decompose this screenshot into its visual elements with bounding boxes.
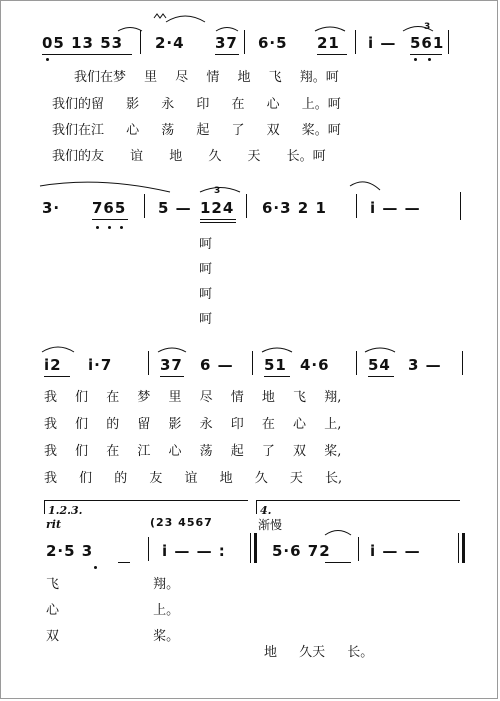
triplet-mark: 3	[424, 22, 431, 32]
lyric-verse-3: 呵	[199, 287, 213, 302]
underline	[368, 376, 394, 377]
underline	[264, 376, 290, 377]
barline	[148, 351, 149, 375]
final-barline-thick	[462, 533, 465, 563]
volta-bracket-1-left	[44, 500, 45, 514]
barline	[140, 30, 141, 54]
underline	[325, 562, 351, 563]
lyric-verse-1: 我们在梦 里 尽 情 地 飞 翔。呵	[74, 70, 339, 85]
lyric-verse-4: 我们的友 谊 地 久 天 长。呵	[52, 149, 326, 164]
underline	[160, 376, 184, 377]
lyric-verse-3: 我 们 在 江 心 荡 起 了 双 桨,	[44, 444, 342, 459]
note-group: 21	[317, 34, 340, 52]
octave-dot	[108, 226, 111, 229]
note-group: i2	[44, 356, 62, 374]
underline	[44, 376, 70, 377]
barline	[144, 194, 145, 218]
barline	[448, 30, 449, 54]
volta-1-label: 1.2.3.	[48, 504, 83, 517]
lyric-verse-1: 我 们 在 梦 里 尽 情 地 飞 翔,	[44, 390, 342, 405]
barline	[355, 30, 356, 54]
barline	[460, 192, 461, 220]
lyric-verse-1: 呵	[199, 237, 213, 252]
octave-dot	[428, 58, 431, 61]
note-group: 54	[368, 356, 391, 374]
note-group: 561	[410, 34, 445, 52]
underline	[42, 54, 132, 55]
octave-dot	[120, 226, 123, 229]
underline	[92, 219, 128, 220]
barline	[246, 194, 247, 218]
lyric-verse-4: 呵	[199, 312, 213, 327]
note-group: 5·6 72	[272, 542, 331, 560]
lyric-verse-2: 我们的留 影 永 印 在 心 上。呵	[52, 97, 341, 112]
note-group: 51	[264, 356, 287, 374]
note-group: 2·4	[155, 34, 185, 52]
lyric-verse-3: 我们在江 心 荡 起 了 双 桨。呵	[52, 123, 341, 138]
repeat-barline	[250, 533, 251, 563]
tempo-slowing-mark: 渐慢	[258, 518, 283, 532]
note-group: i — —	[370, 542, 421, 560]
barline	[252, 351, 253, 375]
barline	[358, 537, 359, 561]
barline	[462, 351, 463, 375]
grace-notes: (23 4567	[150, 516, 213, 529]
octave-dot	[94, 566, 97, 569]
note-group: 05 13 53	[42, 34, 124, 52]
underline	[200, 222, 236, 223]
barline	[356, 351, 357, 375]
note-group: 5 —	[158, 199, 192, 217]
barline	[148, 537, 149, 561]
triplet-mark: 3	[214, 186, 221, 196]
underline	[118, 562, 130, 563]
note-group: 3 —	[408, 356, 442, 374]
lyric-verse-2: 呵	[199, 262, 213, 277]
note-group: 2·5 3	[46, 542, 94, 560]
note-group: 765	[92, 199, 127, 217]
octave-dot	[46, 58, 49, 61]
lyric-verse-2: 心 上。	[46, 603, 180, 618]
lyric-verse-4-ending: 地 久天 长。	[264, 645, 374, 660]
note-group: 4·6	[300, 356, 330, 374]
volta-bracket-2-left	[256, 500, 257, 514]
note-group: i —	[368, 34, 397, 52]
note-group: i — — :	[162, 542, 226, 560]
volta-2-label: 4.	[260, 504, 272, 517]
lyric-verse-1: 飞 翔。	[46, 577, 180, 592]
octave-dot	[96, 226, 99, 229]
underline	[317, 54, 347, 55]
underline	[215, 54, 239, 55]
note-group: 37	[160, 356, 183, 374]
note-group: i — —	[370, 199, 421, 217]
lyric-verse-3: 双 桨。	[46, 629, 180, 644]
note-group: 124	[200, 199, 235, 217]
note-group: 3·	[42, 199, 61, 217]
octave-dot	[414, 58, 417, 61]
note-group: 6 —	[200, 356, 234, 374]
repeat-barline-thick	[254, 533, 257, 563]
barline	[356, 194, 357, 218]
ritardando-mark: rit	[46, 518, 62, 531]
note-group: i·7	[88, 356, 113, 374]
final-barline	[458, 533, 459, 563]
lyric-verse-4: 我 们 的 友 谊 地 久 天 长,	[44, 471, 343, 486]
note-group: 37	[215, 34, 238, 52]
note-group: 6·5	[258, 34, 288, 52]
underline	[410, 54, 442, 55]
barline	[244, 30, 245, 54]
note-group: 6·3 2 1	[262, 199, 327, 217]
volta-bracket-2	[256, 500, 460, 501]
volta-bracket-1	[44, 500, 248, 501]
lyric-verse-2: 我 们 的 留 影 永 印 在 心 上,	[44, 417, 342, 432]
underline	[200, 219, 236, 220]
